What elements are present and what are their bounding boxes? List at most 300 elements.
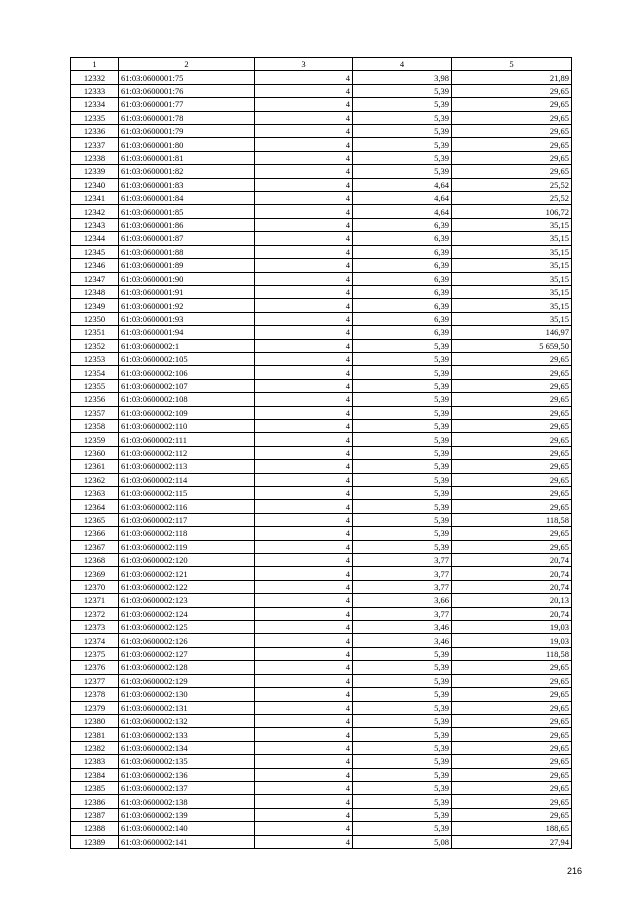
table-cell-col-4: 5,39 (353, 98, 452, 111)
table-cell-col-3: 4 (255, 419, 353, 432)
table-cell-col-1: 12335 (71, 111, 119, 124)
table-row (71, 178, 572, 191)
table-cell-col-3: 4 (255, 71, 353, 84)
table-cell-col-5: 29,65 (452, 781, 572, 794)
table-cell-col-3: 4 (255, 781, 353, 794)
table-cell-col-1: 12359 (71, 433, 119, 446)
table-cell-col-1: 12357 (71, 406, 119, 419)
table-cell-col-2: 61:03:0600002:119 (119, 540, 255, 553)
table-cell-col-2: 61:03:0600001:87 (119, 232, 255, 245)
table-cell-col-5: 29,65 (452, 366, 572, 379)
data-table-container (70, 57, 571, 849)
table-cell-col-2: 61:03:0600002:108 (119, 393, 255, 406)
table-cell-col-4: 5,39 (353, 647, 452, 660)
table-cell-col-3: 4 (255, 661, 353, 674)
data-table (70, 57, 572, 849)
table-cell-col-4: 6,39 (353, 299, 452, 312)
table-cell-col-2: 61:03:0600002:112 (119, 446, 255, 459)
table-cell-col-4: 5,39 (353, 339, 452, 352)
table-cell-col-5: 29,65 (452, 661, 572, 674)
table-cell-col-4: 5,39 (353, 822, 452, 835)
table-cell-col-2: 61:03:0600002:111 (119, 433, 255, 446)
table-cell-col-2: 61:03:0600002:121 (119, 567, 255, 580)
table-cell-col-3: 4 (255, 446, 353, 459)
table-cell-col-2: 61:03:0600002:130 (119, 688, 255, 701)
table-cell-col-2: 61:03:0600002:107 (119, 379, 255, 392)
table-cell-col-5: 29,65 (452, 393, 572, 406)
table-cell-col-4: 5,39 (353, 84, 452, 97)
table-cell-col-4: 4,64 (353, 192, 452, 205)
table-row (71, 594, 572, 607)
table-cell-col-3: 4 (255, 285, 353, 298)
table-cell-col-5: 146,97 (452, 326, 572, 339)
table-cell-col-4: 4,64 (353, 178, 452, 191)
table-row (71, 84, 572, 97)
table-cell-col-4: 3,77 (353, 607, 452, 620)
table-cell-col-1: 12362 (71, 473, 119, 486)
table-cell-col-1: 12369 (71, 567, 119, 580)
table-cell-col-2: 61:03:0600002:122 (119, 580, 255, 593)
table-cell-col-2: 61:03:0600001:89 (119, 259, 255, 272)
table-cell-col-2: 61:03:0600001:92 (119, 299, 255, 312)
table-cell-col-3: 4 (255, 688, 353, 701)
table-cell-col-4: 3,77 (353, 554, 452, 567)
table-cell-col-3: 4 (255, 647, 353, 660)
table-cell-col-4: 5,39 (353, 433, 452, 446)
table-cell-col-3: 4 (255, 272, 353, 285)
table-cell-col-4: 5,39 (353, 165, 452, 178)
table-row (71, 781, 572, 794)
table-cell-col-5: 19,03 (452, 634, 572, 647)
table-cell-col-3: 4 (255, 84, 353, 97)
table-cell-col-4: 5,39 (353, 808, 452, 821)
table-cell-col-2: 61:03:0600001:75 (119, 71, 255, 84)
table-row (71, 406, 572, 419)
table-cell-col-3: 4 (255, 379, 353, 392)
table-cell-col-4: 5,39 (353, 540, 452, 553)
table-cell-col-1: 12355 (71, 379, 119, 392)
table-cell-col-2: 61:03:0600001:85 (119, 205, 255, 218)
table-cell-col-3: 4 (255, 232, 353, 245)
table-cell-col-2: 61:03:0600001:77 (119, 98, 255, 111)
table-cell-col-3: 4 (255, 714, 353, 727)
table-cell-col-5: 35,15 (452, 285, 572, 298)
table-row (71, 567, 572, 580)
table-cell-col-2: 61:03:0600002:120 (119, 554, 255, 567)
table-cell-col-3: 4 (255, 259, 353, 272)
table-row (71, 379, 572, 392)
table-cell-col-3: 4 (255, 366, 353, 379)
table-cell-col-1: 12339 (71, 165, 119, 178)
table-row (71, 527, 572, 540)
table-cell-col-3: 4 (255, 326, 353, 339)
table-cell-col-3: 4 (255, 98, 353, 111)
table-row (71, 326, 572, 339)
table-cell-col-2: 61:03:0600002:1 (119, 339, 255, 352)
table-cell-col-3: 4 (255, 460, 353, 473)
table-cell-col-1: 12381 (71, 728, 119, 741)
table-cell-col-5: 29,65 (452, 446, 572, 459)
table-cell-col-5: 35,15 (452, 218, 572, 231)
table-cell-col-3: 4 (255, 299, 353, 312)
table-row (71, 460, 572, 473)
table-cell-col-5: 29,65 (452, 151, 572, 164)
table-cell-col-1: 12375 (71, 647, 119, 660)
table-cell-col-4: 5,39 (353, 446, 452, 459)
table-cell-col-2: 61:03:0600002:128 (119, 661, 255, 674)
table-cell-col-1: 12350 (71, 312, 119, 325)
table-cell-col-1: 12354 (71, 366, 119, 379)
table-cell-col-1: 12376 (71, 661, 119, 674)
table-row (71, 621, 572, 634)
table-cell-col-2: 61:03:0600002:140 (119, 822, 255, 835)
column-header-1: 1 (71, 58, 119, 71)
table-row (71, 366, 572, 379)
table-cell-col-1: 12345 (71, 245, 119, 258)
table-cell-col-5: 20,74 (452, 567, 572, 580)
table-cell-col-3: 4 (255, 205, 353, 218)
table-row (71, 473, 572, 486)
table-cell-col-1: 12361 (71, 460, 119, 473)
table-cell-col-3: 4 (255, 245, 353, 258)
table-cell-col-5: 5 659,50 (452, 339, 572, 352)
table-cell-col-5: 29,65 (452, 741, 572, 754)
table-cell-col-2: 61:03:0600001:84 (119, 192, 255, 205)
table-cell-col-4: 5,39 (353, 419, 452, 432)
table-cell-col-5: 25,52 (452, 178, 572, 191)
table-cell-col-3: 4 (255, 406, 353, 419)
table-cell-col-4: 5,39 (353, 406, 452, 419)
table-cell-col-1: 12358 (71, 419, 119, 432)
table-cell-col-2: 61:03:0600002:138 (119, 795, 255, 808)
table-row (71, 71, 572, 84)
table-cell-col-2: 61:03:0600002:116 (119, 500, 255, 513)
table-row (71, 701, 572, 714)
table-cell-col-3: 4 (255, 111, 353, 124)
table-cell-col-2: 61:03:0600002:110 (119, 419, 255, 432)
table-cell-col-2: 61:03:0600001:78 (119, 111, 255, 124)
table-cell-col-5: 29,65 (452, 111, 572, 124)
table-cell-col-1: 12338 (71, 151, 119, 164)
column-header-5: 5 (452, 58, 572, 71)
table-cell-col-3: 4 (255, 218, 353, 231)
table-cell-col-3: 4 (255, 473, 353, 486)
table-cell-col-5: 188,65 (452, 822, 572, 835)
table-row (71, 138, 572, 151)
table-row (71, 245, 572, 258)
table-cell-col-1: 12364 (71, 500, 119, 513)
table-cell-col-1: 12372 (71, 607, 119, 620)
table-cell-col-1: 12384 (71, 768, 119, 781)
table-cell-col-1: 12332 (71, 71, 119, 84)
table-cell-col-4: 3,77 (353, 567, 452, 580)
table-cell-col-3: 4 (255, 393, 353, 406)
table-cell-col-1: 12337 (71, 138, 119, 151)
table-cell-col-5: 29,65 (452, 728, 572, 741)
table-row (71, 540, 572, 553)
table-cell-col-1: 12340 (71, 178, 119, 191)
table-cell-col-2: 61:03:0600001:81 (119, 151, 255, 164)
table-cell-col-2: 61:03:0600002:132 (119, 714, 255, 727)
table-cell-col-5: 35,15 (452, 232, 572, 245)
table-row (71, 205, 572, 218)
table-cell-col-5: 25,52 (452, 192, 572, 205)
table-cell-col-1: 12344 (71, 232, 119, 245)
table-cell-col-1: 12377 (71, 674, 119, 687)
table-cell-col-4: 6,39 (353, 326, 452, 339)
table-cell-col-3: 4 (255, 527, 353, 540)
table-cell-col-4: 5,39 (353, 781, 452, 794)
table-cell-col-2: 61:03:0600001:79 (119, 125, 255, 138)
table-cell-col-3: 4 (255, 674, 353, 687)
table-row (71, 554, 572, 567)
table-cell-col-4: 5,39 (353, 741, 452, 754)
table-row (71, 98, 572, 111)
table-cell-col-4: 3,77 (353, 580, 452, 593)
table-cell-col-2: 61:03:0600002:127 (119, 647, 255, 660)
table-cell-col-1: 12363 (71, 487, 119, 500)
table-cell-col-5: 29,65 (452, 352, 572, 365)
table-cell-col-4: 5,39 (353, 487, 452, 500)
table-row (71, 272, 572, 285)
table-cell-col-2: 61:03:0600002:131 (119, 701, 255, 714)
table-row (71, 232, 572, 245)
table-cell-col-5: 29,65 (452, 138, 572, 151)
table-cell-col-5: 29,65 (452, 714, 572, 727)
table-cell-col-1: 12360 (71, 446, 119, 459)
table-row (71, 218, 572, 231)
table-cell-col-5: 29,65 (452, 487, 572, 500)
table-cell-col-1: 12371 (71, 594, 119, 607)
table-cell-col-2: 61:03:0600001:93 (119, 312, 255, 325)
table-cell-col-4: 5,39 (353, 366, 452, 379)
table-cell-col-2: 61:03:0600002:141 (119, 835, 255, 848)
table-cell-col-1: 12366 (71, 527, 119, 540)
table-cell-col-3: 4 (255, 634, 353, 647)
table-cell-col-1: 12353 (71, 352, 119, 365)
table-cell-col-2: 61:03:0600002:114 (119, 473, 255, 486)
table-cell-col-5: 35,15 (452, 299, 572, 312)
table-cell-col-2: 61:03:0600001:80 (119, 138, 255, 151)
column-header-2: 2 (119, 58, 255, 71)
table-cell-col-4: 6,39 (353, 232, 452, 245)
table-row (71, 808, 572, 821)
table-row (71, 111, 572, 124)
table-cell-col-1: 12385 (71, 781, 119, 794)
table-cell-col-5: 20,74 (452, 554, 572, 567)
table-row (71, 768, 572, 781)
table-cell-col-1: 12356 (71, 393, 119, 406)
table-cell-col-3: 4 (255, 352, 353, 365)
table-cell-col-1: 12333 (71, 84, 119, 97)
table-cell-col-2: 61:03:0600001:91 (119, 285, 255, 298)
table-cell-col-5: 29,65 (452, 473, 572, 486)
table-cell-col-3: 4 (255, 540, 353, 553)
table-body (71, 71, 572, 849)
table-row (71, 674, 572, 687)
column-header-3: 3 (255, 58, 353, 71)
table-cell-col-1: 12343 (71, 218, 119, 231)
table-cell-col-2: 61:03:0600002:117 (119, 513, 255, 526)
table-cell-col-1: 12365 (71, 513, 119, 526)
table-row (71, 513, 572, 526)
table-cell-col-5: 106,72 (452, 205, 572, 218)
table-cell-col-4: 6,39 (353, 312, 452, 325)
table-cell-col-2: 61:03:0600002:113 (119, 460, 255, 473)
table-cell-col-4: 5,39 (353, 768, 452, 781)
table-cell-col-2: 61:03:0600002:125 (119, 621, 255, 634)
table-cell-col-2: 61:03:0600002:139 (119, 808, 255, 821)
table-row (71, 795, 572, 808)
table-cell-col-1: 12389 (71, 835, 119, 848)
table-row (71, 728, 572, 741)
table-cell-col-4: 6,39 (353, 259, 452, 272)
table-row (71, 433, 572, 446)
table-row (71, 165, 572, 178)
table-row (71, 393, 572, 406)
table-cell-col-2: 61:03:0600002:105 (119, 352, 255, 365)
table-cell-col-5: 29,65 (452, 701, 572, 714)
table-cell-col-1: 12378 (71, 688, 119, 701)
table-cell-col-4: 3,66 (353, 594, 452, 607)
table-cell-col-1: 12352 (71, 339, 119, 352)
table-cell-col-2: 61:03:0600002:136 (119, 768, 255, 781)
table-row (71, 125, 572, 138)
table-cell-col-1: 12334 (71, 98, 119, 111)
table-cell-col-5: 35,15 (452, 312, 572, 325)
table-cell-col-1: 12379 (71, 701, 119, 714)
table-cell-col-2: 61:03:0600002:129 (119, 674, 255, 687)
table-cell-col-3: 4 (255, 594, 353, 607)
table-cell-col-2: 61:03:0600002:123 (119, 594, 255, 607)
table-cell-col-5: 21,89 (452, 71, 572, 84)
table-row (71, 339, 572, 352)
table-row (71, 647, 572, 660)
table-row (71, 500, 572, 513)
table-cell-col-5: 29,65 (452, 795, 572, 808)
table-cell-col-5: 35,15 (452, 245, 572, 258)
table-cell-col-1: 12342 (71, 205, 119, 218)
table-cell-col-1: 12351 (71, 326, 119, 339)
table-cell-col-3: 4 (255, 607, 353, 620)
table-cell-col-5: 35,15 (452, 272, 572, 285)
table-cell-col-5: 29,65 (452, 540, 572, 553)
column-header-4: 4 (353, 58, 452, 71)
table-row (71, 580, 572, 593)
table-cell-col-5: 29,65 (452, 688, 572, 701)
table-cell-col-5: 29,65 (452, 98, 572, 111)
table-cell-col-1: 12380 (71, 714, 119, 727)
table-cell-col-4: 5,39 (353, 688, 452, 701)
table-cell-col-5: 118,58 (452, 513, 572, 526)
table-cell-col-3: 4 (255, 433, 353, 446)
table-cell-col-2: 61:03:0600002:137 (119, 781, 255, 794)
table-cell-col-3: 4 (255, 554, 353, 567)
table-cell-col-2: 61:03:0600002:115 (119, 487, 255, 500)
table-cell-col-1: 12373 (71, 621, 119, 634)
table-row (71, 259, 572, 272)
table-cell-col-5: 29,65 (452, 500, 572, 513)
table-cell-col-4: 5,39 (353, 661, 452, 674)
table-cell-col-3: 4 (255, 178, 353, 191)
table-row (71, 299, 572, 312)
table-cell-col-2: 61:03:0600002:126 (119, 634, 255, 647)
table-cell-col-1: 12368 (71, 554, 119, 567)
table-cell-col-5: 118,58 (452, 647, 572, 660)
table-cell-col-2: 61:03:0600001:82 (119, 165, 255, 178)
table-row (71, 755, 572, 768)
table-cell-col-4: 5,39 (353, 393, 452, 406)
table-cell-col-2: 61:03:0600002:109 (119, 406, 255, 419)
table-cell-col-3: 4 (255, 835, 353, 848)
table-cell-col-4: 6,39 (353, 218, 452, 231)
table-header-row (71, 58, 572, 71)
table-cell-col-3: 4 (255, 138, 353, 151)
table-cell-col-5: 20,74 (452, 580, 572, 593)
table-row (71, 285, 572, 298)
table-cell-col-5: 29,65 (452, 460, 572, 473)
table-cell-col-5: 29,65 (452, 125, 572, 138)
table-cell-col-3: 4 (255, 165, 353, 178)
table-cell-col-3: 4 (255, 513, 353, 526)
table-cell-col-4: 5,39 (353, 513, 452, 526)
table-cell-col-3: 4 (255, 192, 353, 205)
table-cell-col-2: 61:03:0600001:76 (119, 84, 255, 97)
table-cell-col-4: 5,08 (353, 835, 452, 848)
table-cell-col-5: 27,94 (452, 835, 572, 848)
table-cell-col-5: 35,15 (452, 259, 572, 272)
table-cell-col-5: 29,65 (452, 527, 572, 540)
table-cell-col-4: 5,39 (353, 674, 452, 687)
table-cell-col-4: 5,39 (353, 111, 452, 124)
table-cell-col-1: 12374 (71, 634, 119, 647)
table-cell-col-4: 5,39 (353, 125, 452, 138)
table-cell-col-4: 4,64 (353, 205, 452, 218)
table-cell-col-2: 61:03:0600001:83 (119, 178, 255, 191)
table-cell-col-5: 29,65 (452, 419, 572, 432)
table-row (71, 151, 572, 164)
table-row (71, 419, 572, 432)
table-cell-col-5: 20,74 (452, 607, 572, 620)
table-row (71, 822, 572, 835)
table-cell-col-1: 12382 (71, 741, 119, 754)
table-cell-col-3: 4 (255, 487, 353, 500)
table-row (71, 688, 572, 701)
table-cell-col-5: 29,65 (452, 84, 572, 97)
table-cell-col-1: 12341 (71, 192, 119, 205)
table-cell-col-1: 12367 (71, 540, 119, 553)
table-cell-col-4: 3,98 (353, 71, 452, 84)
table-cell-col-3: 4 (255, 151, 353, 164)
table-cell-col-5: 29,65 (452, 808, 572, 821)
table-cell-col-4: 3,46 (353, 621, 452, 634)
table-cell-col-4: 5,39 (353, 500, 452, 513)
table-cell-col-2: 61:03:0600002:133 (119, 728, 255, 741)
table-cell-col-4: 5,39 (353, 473, 452, 486)
table-cell-col-4: 5,39 (353, 755, 452, 768)
table-cell-col-4: 5,39 (353, 151, 452, 164)
table-row (71, 352, 572, 365)
table-cell-col-5: 29,65 (452, 768, 572, 781)
table-cell-col-2: 61:03:0600002:124 (119, 607, 255, 620)
table-cell-col-5: 29,65 (452, 165, 572, 178)
table-cell-col-1: 12387 (71, 808, 119, 821)
table-cell-col-4: 5,39 (353, 138, 452, 151)
table-row (71, 487, 572, 500)
table-row (71, 741, 572, 754)
table-cell-col-3: 4 (255, 339, 353, 352)
table-cell-col-4: 5,39 (353, 728, 452, 741)
